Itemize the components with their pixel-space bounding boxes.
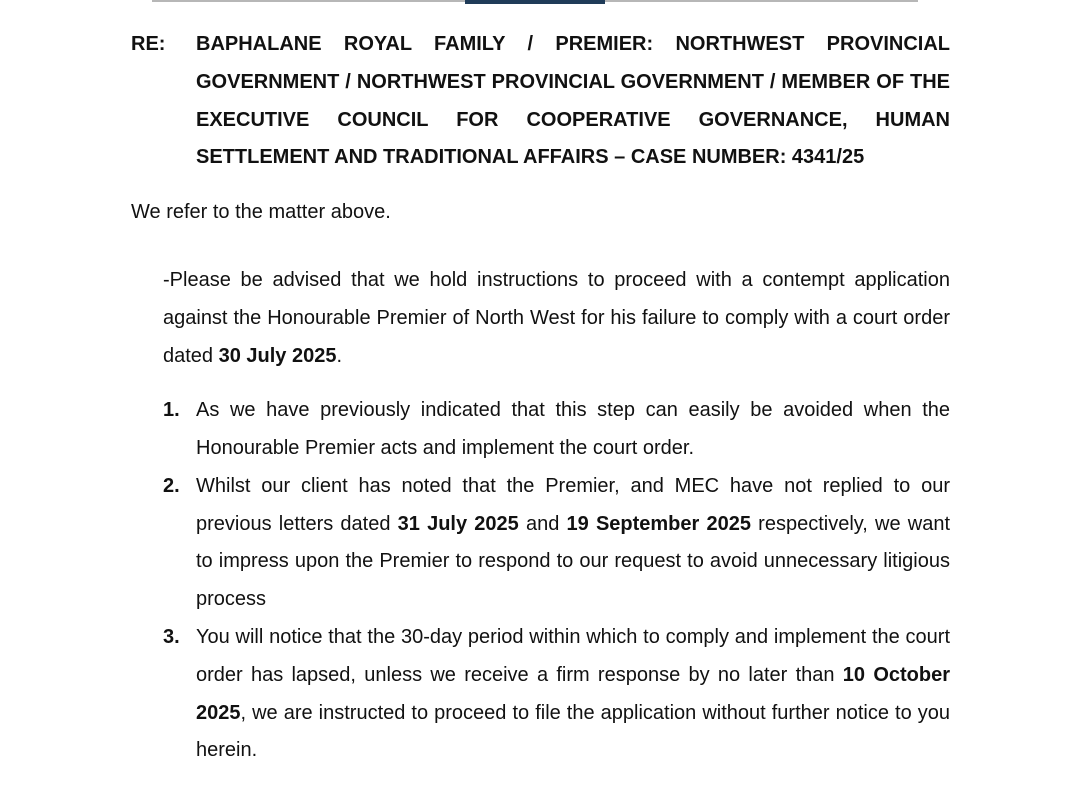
advised-text-end: . <box>336 345 343 368</box>
list-item <box>163 468 950 619</box>
list-item-text-part: , we are instructed to proceed to file the application without further notice to you herein. <box>196 701 950 762</box>
list-item-text <box>196 619 950 770</box>
list-item <box>163 619 950 770</box>
re-label: RE: <box>131 33 166 55</box>
list-item-date: 31 July 2025 <box>397 512 519 535</box>
list-item-text <box>196 468 950 619</box>
list-item-number: 3. <box>163 625 180 648</box>
list-item-date: 19 September 2025 <box>566 512 751 535</box>
intro-paragraph: We refer to the matter above. <box>131 201 391 224</box>
advised-paragraph <box>163 261 950 375</box>
list-item-text-part: and <box>518 512 567 535</box>
list-item-text-part: respectively, we want to impress upon the Premier to respond to our request to avoid unnecessary litigious process <box>196 512 951 611</box>
re-subject-block <box>131 26 950 177</box>
list-item <box>163 392 950 468</box>
letter-body <box>131 26 950 770</box>
list-item-number: 2. <box>163 474 180 497</box>
advised-date: 30 July 2025 <box>218 345 337 368</box>
list-item-text-part: You will notice that the 30-day period within which to comply and implement the court order has lapsed, unless we receive a firm response by no later than <box>196 625 950 686</box>
list-item-text-part: Whilst our client has noted that the Premier, and MEC have not replied to our previous letters dated <box>196 474 950 535</box>
header-accent-bar <box>465 0 605 4</box>
list-item-text: As we have previously indicated that this step can easily be avoided when the Honourable Premier acts and implement the court order. <box>196 399 950 459</box>
list-item-date: 10 October 2025 <box>196 663 950 724</box>
re-subject: BAPHALANE ROYAL FAMILY / PREMIER: NORTHWEST PROVINCIAL GOVERNMENT / NORTHWEST PROVINCIAL GOVERNMENT / MEMBER OF THE EXECUTIVE COUNCIL FOR COOPERATIVE GOVERNANCE, HUMAN SETTLEMENT AND TRADITIONAL AFFAIRS – CASE NUMBER: 4341/25 <box>196 33 950 169</box>
advised-text: -Please be advised that we hold instructions to proceed with a contempt application against the Honourable Premier of North West for his failure to comply with a court order dated <box>163 269 950 368</box>
numbered-list <box>163 392 950 770</box>
list-item-number: 1. <box>163 399 180 422</box>
